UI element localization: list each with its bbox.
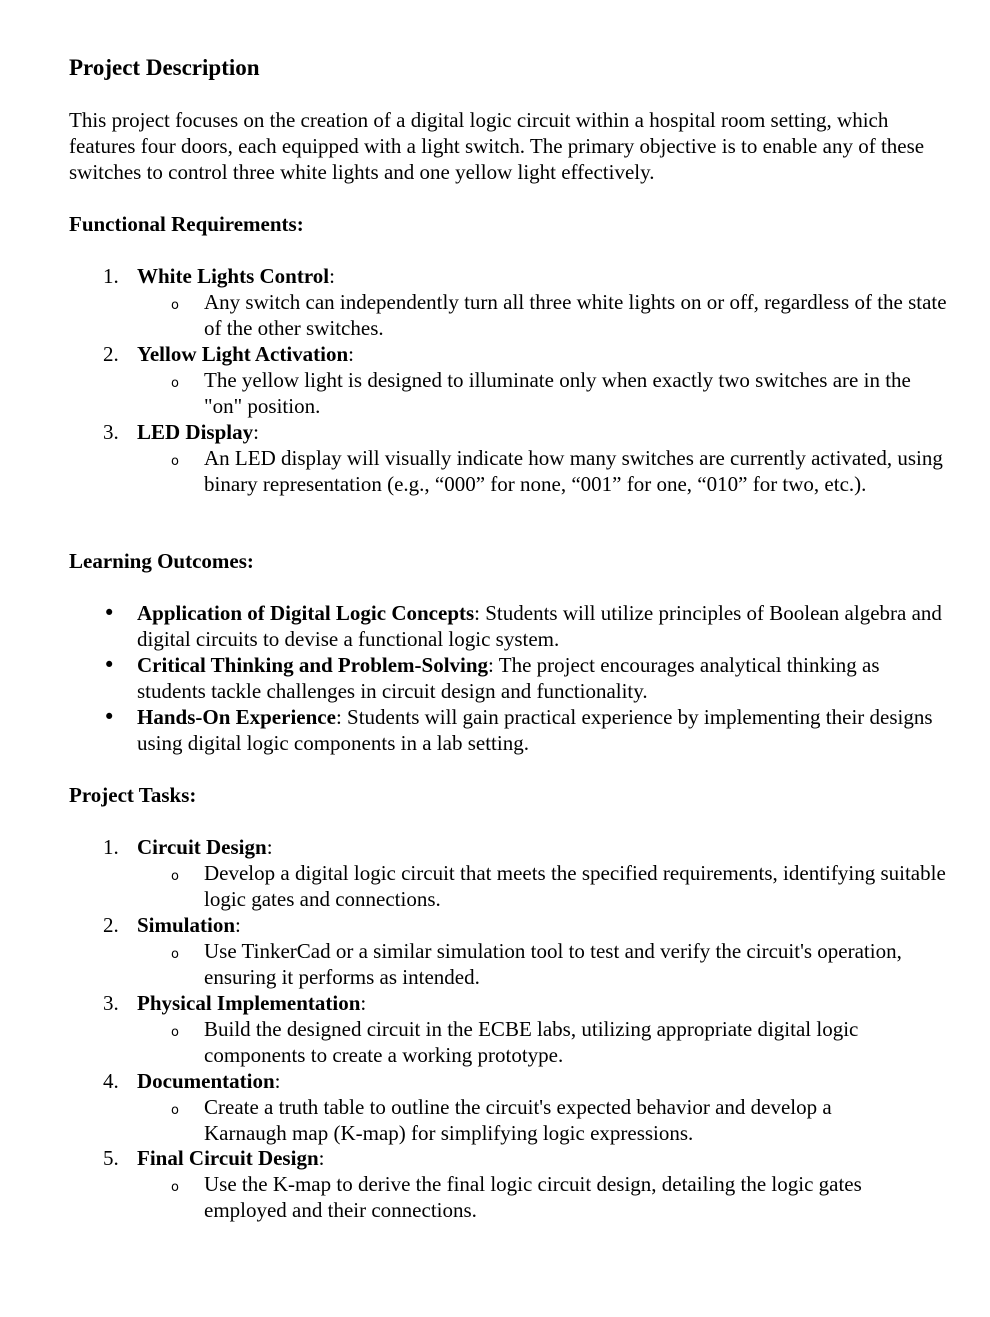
item-colon: : (274, 1069, 281, 1093)
item-number: 5. (103, 1146, 119, 1170)
item-label: Final Circuit Design (137, 1146, 319, 1170)
item-colon: : (360, 991, 367, 1015)
circle-bullet-icon: o (171, 298, 179, 313)
item-colon: : (318, 1146, 325, 1170)
item-number: 2. (103, 342, 119, 366)
item-number: 2. (103, 913, 119, 937)
item-description: Develop a digital logic circuit that meets the specified requirements, identifying suitable logic gates and connections. (204, 861, 946, 911)
circle-bullet-icon: o (171, 454, 179, 469)
outcome-text: : Students will gain practical experience by implementing their designs using digital logic components in a lab setting. (137, 705, 933, 755)
item-label: Physical Implementation (137, 991, 361, 1015)
outcome-label: Critical Thinking and Problem-Solving (137, 653, 489, 677)
circle-bullet-icon: o (171, 1103, 179, 1118)
item-label: LED Display (137, 420, 254, 444)
circle-bullet-icon: o (171, 869, 179, 884)
item-description: An LED display will visually indicate how many switches are currently activated, using binary representation (e.g., “000” for none, “001” for one, “010” for two, etc.). (204, 446, 943, 496)
item-label: White Lights Control (137, 264, 330, 288)
item-description: Any switch can independently turn all three white lights on or off, regardless of the state of the other switches. (204, 290, 947, 340)
item-colon: : (253, 420, 259, 444)
item-description: Build the designed circuit in the ECBE labs, utilizing appropriate digital logic components to create a working prototype. (204, 1017, 859, 1067)
item-description: The yellow light is designed to illuminate only when exactly two switches are in the "on" position. (204, 368, 911, 418)
item-description: Use the K-map to derive the final logic circuit design, detailing the logic gates employed and their connections. (204, 1172, 862, 1222)
item-number: 1. (103, 264, 119, 288)
outcome-text: : The project encourages analytical thinking as students tackle challenges in circuit design and functionality. (137, 653, 880, 703)
circle-bullet-icon: o (171, 1180, 179, 1195)
item-number: 4. (103, 1069, 119, 1093)
learning-outcomes-heading: Learning Outcomes: (69, 549, 254, 573)
project-tasks-heading: Project Tasks: (69, 783, 197, 807)
item-label: Circuit Design (137, 835, 267, 859)
item-label: Yellow Light Activation (137, 342, 349, 366)
item-number: 3. (103, 420, 119, 444)
item-description: Create a truth table to outline the circuit's expected behavior and develop a Karnaugh map (K-map) for simplifying logic expressions. (204, 1095, 832, 1145)
item-label: Documentation (137, 1069, 275, 1093)
item-colon: : (348, 342, 355, 366)
circle-bullet-icon: o (171, 947, 179, 962)
circle-bullet-icon: o (171, 376, 179, 391)
outcome-text: : Students will utilize principles of Boolean algebra and digital circuits to devise a functional logic system. (137, 601, 942, 651)
bullet-icon: • (103, 653, 116, 677)
item-description: Use TinkerCad or a similar simulation tool to test and verify the circuit's operation, ensuring it performs as intended. (204, 939, 902, 989)
functional-requirements-heading: Functional Requirements: (69, 212, 304, 236)
intro-paragraph: This project focuses on the creation of a digital logic circuit within a hospital room setting, which features four doors, each equipped with a light switch. The primary objective is to enable any of these switches to control three white lights and one yellow light effectively. (69, 108, 925, 184)
item-number: 3. (103, 991, 119, 1015)
item-colon: : (235, 913, 241, 937)
item-label: Simulation (137, 913, 236, 937)
outcome-label: Hands-On Experience (137, 705, 336, 729)
circle-bullet-icon: o (171, 1025, 179, 1040)
outcome-label: Application of Digital Logic Concepts (137, 601, 475, 625)
item-number: 1. (103, 835, 119, 859)
bullet-icon: • (103, 601, 116, 625)
item-colon: : (329, 264, 335, 288)
item-colon: : (266, 835, 273, 859)
page-title: Project Description (69, 55, 260, 80)
bullet-icon: • (103, 705, 116, 729)
